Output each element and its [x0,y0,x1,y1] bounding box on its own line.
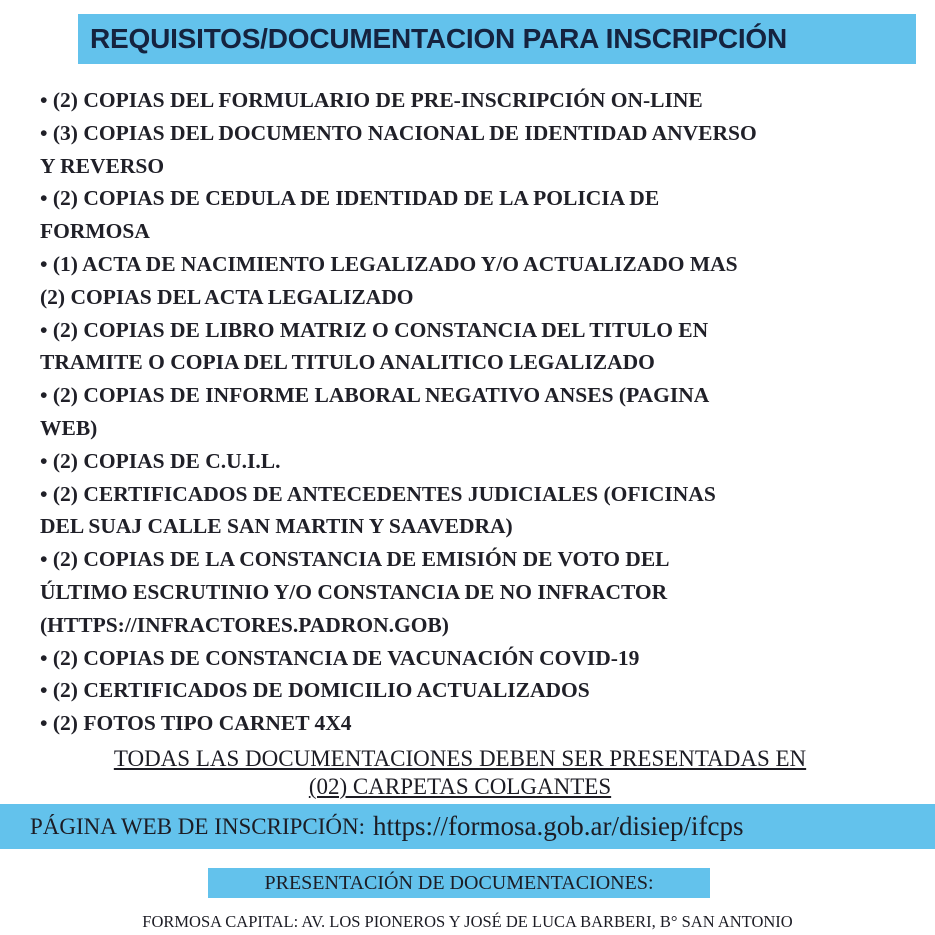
requirement-line: • (2) COPIAS DE INFORME LABORAL NEGATIVO ANSES (PAGINA [40,383,710,408]
requirement-line: • (2) COPIAS DE C.U.I.L. [40,448,281,473]
requirement-line: (HTTPS://INFRACTORES.PADRON.GOB) [40,612,449,637]
page-title: REQUISITOS/DOCUMENTACION PARA INSCRIPCIÓN [90,23,788,54]
presentation-address: FORMOSA CAPITAL: AV. LOS PIONEROS Y JOSÉ DE LUCA BARBERI, B° SAN ANTONIO [142,912,793,931]
requirement-line: • (2) CERTIFICADOS DE DOMICILIO ACTUALIZADOS [40,678,590,703]
requirement-line: DEL SUAJ CALLE SAN MARTIN Y SAAVEDRA) [40,514,513,539]
requirement-line: Y REVERSO [40,153,165,178]
requirement-line: • (2) COPIAS DE LA CONSTANCIA DE EMISIÓN DE VOTO DEL [40,547,670,572]
requirement-line: • (2) FOTOS TIPO CARNET 4X4 [40,711,352,736]
requirement-line: ÚLTIMO ESCRUTINIO Y/O CONSTANCIA DE NO INFRACTOR [40,579,668,604]
folder-note-line-2: (02) CARPETAS COLGANTES [308,774,612,799]
requirement-line: • (2) COPIAS DE CONSTANCIA DE VACUNACIÓN COVID-19 [40,645,640,670]
title-banner [78,14,916,64]
requirement-line: TRAMITE O COPIA DEL TITULO ANALITICO LEGALIZADO [40,350,655,375]
requirement-line: • (1) ACTA DE NACIMIENTO LEGALIZADO Y/O ACTUALIZADO MAS [40,251,738,276]
requirement-line: WEB) [40,415,98,440]
web-url-link[interactable]: https://formosa.gob.ar/disiep/ifcps [373,811,744,841]
requirement-line: (2) COPIAS DEL ACTA LEGALIZADO [40,284,414,309]
presentation-title: PRESENTACIÓN DE DOCUMENTACIONES: [264,871,654,894]
requirement-line: FORMOSA [40,219,150,244]
requirements-list [40,84,910,740]
requirement-line: • (2) COPIAS DEL FORMULARIO DE PRE-INSCRIPCIÓN ON-LINE [40,88,703,112]
presentation-banner [208,868,710,898]
folder-note-line-1: TODAS LAS DOCUMENTACIONES DEBEN SER PRESENTADAS EN [113,746,807,771]
requirement-line: • (3) COPIAS DEL DOCUMENTO NACIONAL DE IDENTIDAD ANVERSO [40,120,757,145]
web-label: PÁGINA WEB DE INSCRIPCIÓN: [30,813,366,839]
requirement-line: • (2) COPIAS DE LIBRO MATRIZ O CONSTANCIA DEL TITULO EN [40,317,709,342]
web-banner [0,804,935,849]
requirement-line: • (2) COPIAS DE CEDULA DE IDENTIDAD DE LA POLICIA DE [40,186,660,211]
folder-note [0,745,920,801]
requirement-line: • (2) CERTIFICADOS DE ANTECEDENTES JUDICIALES (OFICINAS [40,481,716,506]
